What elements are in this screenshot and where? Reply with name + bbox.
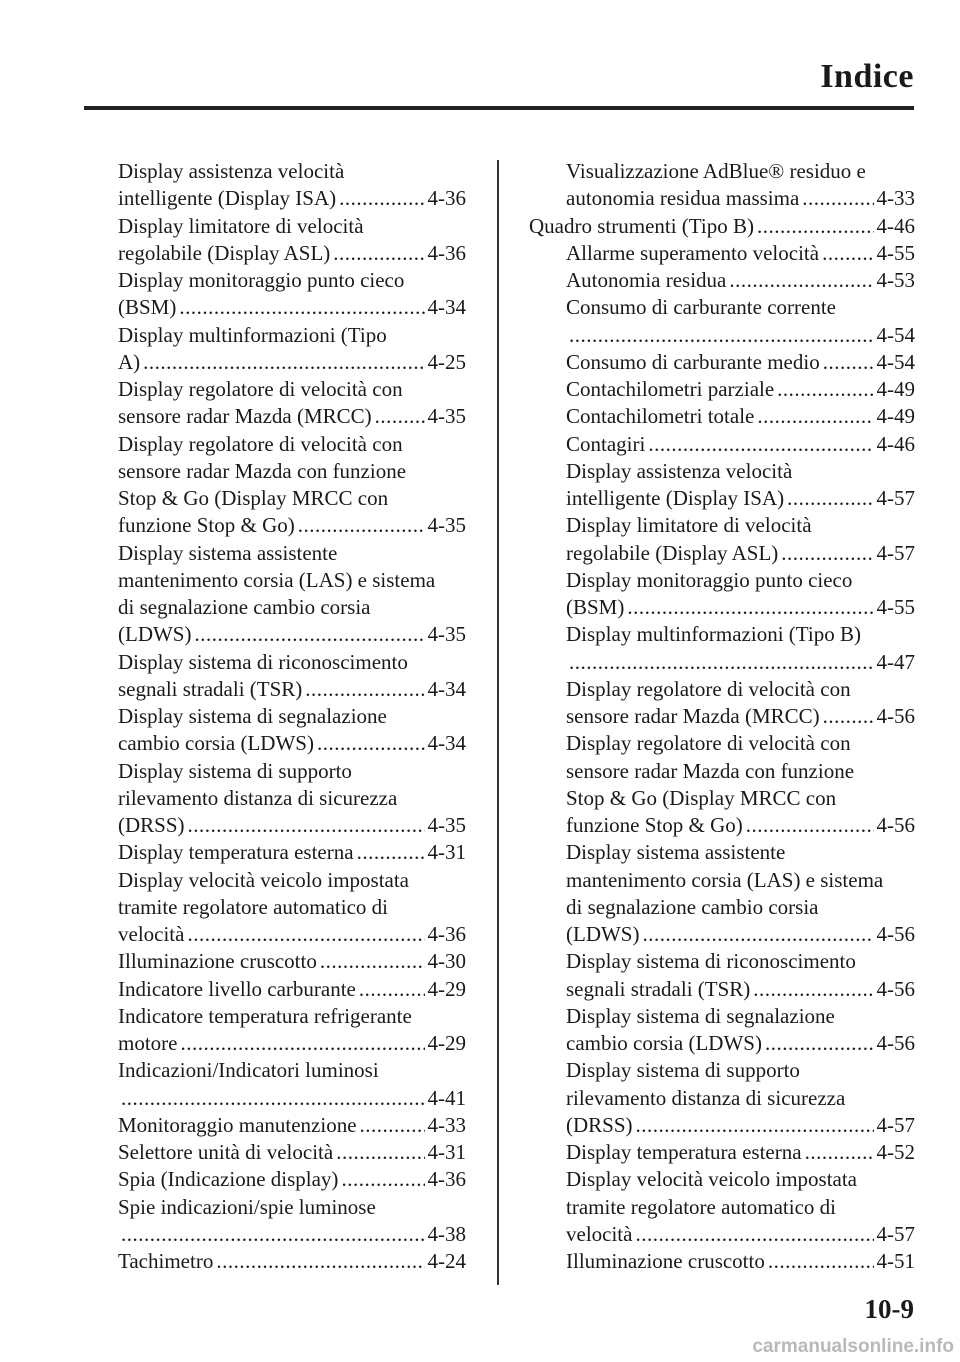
index-entry	[118, 1139, 466, 1166]
index-entry-last-line	[118, 240, 466, 267]
index-entry-last-line	[566, 1030, 915, 1057]
index-entry-text: Display monitoraggio punto cieco	[118, 268, 405, 292]
index-entry-text: segnali stradali (TSR)	[566, 976, 751, 1001]
index-entry-text: Illuminazione cruscotto	[118, 949, 317, 974]
index-entry-page-ref: 4-36	[427, 1167, 466, 1192]
index-entry	[118, 1003, 466, 1058]
dot-leader	[357, 839, 425, 866]
dot-leader	[757, 403, 873, 430]
index-entry	[529, 839, 915, 948]
index-entry-page-ref: 4-33	[876, 186, 915, 211]
index-entry-text: funzione Stop & Go)	[118, 513, 295, 538]
index-entry	[529, 376, 915, 403]
index-entry-last-line	[529, 213, 915, 240]
index-entry-last-line	[566, 976, 915, 1003]
index-entry-page-ref: 4-24	[427, 1249, 466, 1273]
index-entry-last-line	[118, 812, 466, 839]
index-entry-text: sensore radar Mazda con funzione	[566, 758, 855, 783]
index-entry-text: Display sistema di supporto	[566, 1058, 800, 1083]
dot-leader	[781, 540, 873, 567]
index-entry-page-ref: 4-34	[427, 676, 466, 701]
index-entry	[529, 431, 915, 458]
index-entry	[529, 676, 915, 731]
index-entry-text: (LDWS)	[566, 922, 640, 946]
index-entry-last-line	[566, 921, 915, 948]
index-entry	[529, 1139, 915, 1166]
page-number: 10-9	[864, 1294, 914, 1324]
index-entry-text: Selettore unità di velocità	[118, 1140, 334, 1164]
index-entry-text: Display assistenza velocità	[118, 159, 345, 183]
dot-leader	[143, 349, 424, 376]
index-entry-text: Monitoraggio manutenzione	[118, 1112, 357, 1137]
index-entry-text: A)	[118, 349, 141, 374]
index-entry-page-ref: 4-49	[876, 377, 915, 401]
index-entry-text: Allarme superamento velocità	[566, 240, 820, 265]
index-entry-last-line	[566, 185, 915, 212]
index-entry-last-line	[118, 921, 466, 948]
index-entry-text: Autonomia residua	[566, 268, 727, 292]
index-entry-last-line	[118, 185, 466, 212]
dot-leader	[765, 1030, 874, 1057]
index-entry-page-ref: 4-31	[427, 1140, 466, 1164]
index-entry	[529, 240, 915, 267]
index-entry	[529, 621, 915, 676]
index-entry-text: Stop & Go (Display MRCC con	[118, 486, 389, 510]
index-entry-text: (DRSS)	[566, 1112, 633, 1137]
index-entry-last-line	[566, 540, 915, 567]
index-entry-text: segnali stradali (TSR)	[118, 676, 303, 701]
index-entry-text: Display sistema assistente	[118, 540, 338, 565]
dot-leader	[375, 403, 425, 430]
dot-leader	[569, 649, 874, 676]
index-entry-text: Consumo di carburante medio	[566, 349, 820, 374]
index-entry-text: di segnalazione cambio corsia	[118, 595, 371, 619]
header-title: Indice	[820, 58, 914, 95]
index-entry	[529, 294, 915, 349]
index-entry	[118, 376, 466, 431]
index-entry-last-line	[566, 1112, 915, 1139]
index-entry	[529, 349, 915, 376]
index-entry-text: rilevamento distanza di sicurezza	[566, 1085, 846, 1110]
dot-leader	[753, 976, 873, 1003]
dot-leader	[757, 213, 874, 240]
dot-leader	[339, 185, 424, 212]
index-entry-text: autonomia residua massima	[566, 186, 800, 211]
index-entry-page-ref: 4-52	[876, 1140, 915, 1164]
index-entry-text: Display sistema di segnalazione	[566, 1003, 835, 1028]
dot-leader	[194, 621, 424, 648]
dot-leader	[336, 1139, 424, 1166]
index-entry-last-line	[566, 1248, 915, 1275]
index-entry-last-line	[118, 349, 466, 376]
index-entry-page-ref: 4-29	[427, 1031, 466, 1055]
index-entry	[529, 1057, 915, 1139]
index-entry-last-line	[566, 594, 915, 621]
index-entry	[118, 1057, 466, 1112]
index-entry-text: Display multinformazioni (Tipo	[118, 322, 387, 347]
index-entry-page-ref: 4-36	[427, 186, 466, 211]
dot-leader	[805, 1139, 874, 1166]
index-entry-last-line	[118, 1166, 466, 1193]
dot-leader	[333, 240, 424, 267]
index-entry-text: tramite regolatore automatico di	[566, 1194, 836, 1219]
index-entry	[118, 322, 466, 377]
dot-leader	[359, 976, 425, 1003]
index-entry-last-line	[566, 267, 915, 294]
index-entry-page-ref: 4-56	[876, 976, 915, 1001]
index-entry	[529, 730, 915, 839]
index-entry	[529, 458, 915, 513]
index-entry-page-ref: 4-53	[876, 268, 915, 292]
index-entry-page-ref: 4-46	[876, 213, 915, 238]
header-rule	[84, 106, 914, 110]
index-entry	[529, 403, 915, 430]
index-entry-text: (BSM)	[118, 295, 177, 320]
index-entry-text: Display velocità veicolo impostata	[566, 1167, 858, 1192]
index-entry-page-ref: 4-56	[876, 704, 915, 728]
index-entry-page-ref: 4-34	[427, 295, 466, 320]
index-entry	[118, 1166, 466, 1193]
index-entry-text: mantenimento corsia (LAS) e sistema	[118, 567, 436, 592]
index-entry-text: Display sistema di riconoscimento	[118, 649, 408, 674]
index-entry-page-ref: 4-47	[876, 649, 915, 674]
index-entry-text: Indicatore livello carburante	[118, 976, 356, 1001]
index-entry	[529, 1248, 915, 1275]
dot-leader	[729, 267, 873, 294]
index-entry-last-line	[118, 676, 466, 703]
index-entry-last-line	[118, 621, 466, 648]
dot-leader	[187, 921, 424, 948]
index-entry-last-line	[118, 1221, 466, 1248]
index-entry-text: Display regolatore di velocità con	[566, 676, 851, 701]
dot-leader	[802, 185, 873, 212]
index-entry-page-ref: 4-41	[427, 1085, 466, 1110]
index-entry-last-line	[566, 1139, 915, 1166]
index-entry	[118, 1248, 466, 1275]
index-entry-text: Display limitatore di velocità	[118, 213, 364, 238]
dot-leader	[569, 322, 874, 349]
index-entry-page-ref: 4-31	[427, 840, 466, 865]
index-entry-text: rilevamento distanza di sicurezza	[118, 785, 398, 810]
index-entry-text: Display regolatore di velocità con	[118, 431, 403, 456]
dot-leader	[121, 1085, 425, 1112]
index-entry-last-line	[566, 703, 915, 730]
index-entry	[118, 540, 466, 649]
index-entry-page-ref: 4-35	[427, 622, 466, 647]
index-entry-text: Contagiri	[566, 431, 646, 456]
index-entry-text: tramite regolatore automatico di	[118, 894, 388, 919]
index-entry-last-line	[118, 403, 466, 430]
index-entry-text: Spie indicazioni/spie luminose	[118, 1194, 376, 1219]
dot-leader	[787, 485, 873, 512]
index-entry-page-ref: 4-54	[876, 322, 915, 347]
dot-leader	[822, 240, 873, 267]
index-entry-last-line	[566, 403, 915, 430]
index-entry	[118, 213, 466, 268]
index-entry-page-ref: 4-36	[427, 240, 466, 265]
index-entry-page-ref: 4-56	[876, 1031, 915, 1055]
index-entry-text: (LDWS)	[118, 622, 192, 647]
index-entry	[118, 976, 466, 1003]
index-entry-last-line	[118, 1248, 466, 1275]
index-entry-last-line	[118, 839, 466, 866]
dot-leader	[298, 512, 425, 539]
index-entry-last-line	[118, 730, 466, 757]
index-entry-page-ref: 4-57	[876, 486, 915, 510]
dot-leader	[216, 1248, 424, 1275]
watermark: carmanualsonline.info	[752, 1336, 954, 1357]
index-entry-page-ref: 4-56	[876, 922, 915, 946]
index-entry-text: Spia (Indicazione display)	[118, 1167, 339, 1192]
index-entry-last-line	[118, 948, 466, 975]
index-entry-text: (BSM)	[566, 595, 625, 619]
index-entry-text: Display assistenza velocità	[566, 458, 793, 483]
index-entry-text: Indicazioni/Indicatori luminosi	[118, 1058, 379, 1083]
index-entry-last-line	[566, 376, 915, 403]
index-entry-page-ref: 4-30	[427, 949, 466, 974]
dot-leader	[823, 349, 874, 376]
index-entry-last-line	[118, 1085, 466, 1112]
index-entry	[118, 431, 466, 540]
index-entry-page-ref: 4-38	[427, 1221, 466, 1246]
index-entry	[118, 267, 466, 322]
index-entry-last-line	[118, 1030, 466, 1057]
dot-leader	[121, 1221, 425, 1248]
index-entry	[118, 703, 466, 758]
index-entry-text: Display sistema di segnalazione	[118, 704, 387, 728]
index-entry	[529, 948, 915, 1003]
index-entry	[529, 567, 915, 622]
index-entry-text: sensore radar Mazda (MRCC)	[566, 704, 820, 728]
index-entry-text: intelligente (Display ISA)	[566, 486, 785, 510]
index-entry-text: funzione Stop & Go)	[566, 813, 743, 837]
index-entry-page-ref: 4-55	[876, 595, 915, 619]
index-entry-page-ref: 4-49	[876, 404, 915, 429]
index-entry-last-line	[566, 649, 915, 676]
dot-leader	[320, 948, 425, 975]
dot-leader	[746, 812, 874, 839]
dot-leader	[635, 1221, 873, 1248]
index-entry-text: Display temperatura esterna	[118, 840, 354, 865]
index-entry-text: Quadro strumenti (Tipo B)	[529, 213, 754, 238]
dot-leader	[768, 1248, 874, 1275]
index-entry-text: Contachilometri totale	[566, 404, 755, 429]
dot-leader	[636, 1112, 874, 1139]
index-entry-text: Consumo di carburante corrente	[566, 295, 836, 320]
dot-leader	[305, 676, 424, 703]
index-column-left	[118, 158, 466, 1275]
index-entry-text: Stop & Go (Display MRCC con	[566, 785, 837, 810]
index-entry-last-line	[566, 485, 915, 512]
index-entry-page-ref: 4-35	[427, 513, 466, 538]
index-entry-last-line	[118, 1112, 466, 1139]
dot-leader	[179, 294, 424, 321]
index-entry-text: cambio corsia (LDWS)	[118, 731, 314, 756]
index-entry	[529, 267, 915, 294]
index-entry-text: Display monitoraggio punto cieco	[566, 567, 853, 592]
index-entry-last-line	[118, 294, 466, 321]
index-entry-text: Display regolatore di velocità con	[566, 731, 851, 756]
index-entry-text: Indicatore temperatura refrigerante	[118, 1003, 412, 1028]
index-entry-text: di segnalazione cambio corsia	[566, 894, 819, 919]
index-entry-page-ref: 4-57	[876, 1112, 915, 1137]
index-entry	[529, 158, 915, 213]
index-entry-last-line	[118, 1139, 466, 1166]
index-entry-text: cambio corsia (LDWS)	[566, 1031, 762, 1055]
index-entry-page-ref: 4-35	[427, 813, 466, 837]
dot-leader	[777, 376, 873, 403]
index-entry-page-ref: 4-57	[876, 540, 915, 565]
dot-leader	[180, 1030, 424, 1057]
index-entry	[118, 1194, 466, 1249]
index-entry-last-line	[118, 512, 466, 539]
dot-leader	[648, 431, 873, 458]
index-entry-text: regolabile (Display ASL)	[566, 540, 779, 565]
index-entry-last-line	[566, 322, 915, 349]
index-entry	[118, 839, 466, 866]
index-entry-last-line	[566, 240, 915, 267]
index-entry-last-line	[566, 431, 915, 458]
index-entry	[529, 213, 915, 240]
index-entry-text: Illuminazione cruscotto	[566, 1249, 765, 1273]
index-entry	[529, 512, 915, 567]
index-entry-page-ref: 4-25	[427, 349, 466, 374]
index-entry-text: Display sistema di riconoscimento	[566, 949, 856, 974]
index-entry-text: Contachilometri parziale	[566, 377, 775, 401]
index-entry-text: velocità	[118, 922, 185, 946]
index-entry	[529, 1166, 915, 1248]
index-entry-text: Display velocità veicolo impostata	[118, 867, 410, 892]
index-entry	[118, 1112, 466, 1139]
index-entry	[118, 158, 466, 213]
index-entry-text: regolabile (Display ASL)	[118, 240, 331, 265]
index-entry-text: mantenimento corsia (LAS) e sistema	[566, 867, 884, 892]
index-entry-page-ref: 4-34	[427, 731, 466, 756]
index-entry-text: (DRSS)	[118, 813, 185, 837]
index-column-right	[529, 158, 915, 1275]
index-entry-text: Display sistema di supporto	[118, 758, 352, 783]
dot-leader	[627, 594, 873, 621]
dot-leader	[188, 812, 425, 839]
index-entry-text: sensore radar Mazda con funzione	[118, 458, 407, 483]
index-entry-page-ref: 4-51	[876, 1249, 915, 1273]
index-entry-text: Display sistema assistente	[566, 840, 786, 865]
index-entry-page-ref: 4-33	[427, 1112, 466, 1137]
index-entry-last-line	[566, 1221, 915, 1248]
index-entry-last-line	[118, 976, 466, 1003]
dot-leader	[642, 921, 873, 948]
index-entry-page-ref: 4-55	[876, 240, 915, 265]
dot-leader	[823, 703, 874, 730]
dot-leader	[341, 1166, 424, 1193]
index-entry-page-ref: 4-46	[876, 431, 915, 456]
index-entry-last-line	[566, 812, 915, 839]
index-entry	[118, 867, 466, 949]
index-entry-page-ref: 4-35	[427, 404, 466, 429]
index-entry-text: sensore radar Mazda (MRCC)	[118, 404, 372, 429]
index-entry-text: velocità	[566, 1221, 633, 1246]
index-entry	[529, 1003, 915, 1058]
index-entry-page-ref: 4-29	[427, 976, 466, 1001]
index-entry	[118, 649, 466, 704]
index-entry-text: Display limitatore di velocità	[566, 513, 812, 538]
index-entry-text: Display multinformazioni (Tipo B)	[566, 622, 861, 647]
index-entry-page-ref: 4-57	[876, 1221, 915, 1246]
dot-leader	[360, 1112, 425, 1139]
index-entry-text: Display temperatura esterna	[566, 1140, 802, 1164]
index-entry	[118, 948, 466, 975]
column-divider	[497, 160, 499, 1285]
index-entry-text: Tachimetro	[118, 1249, 214, 1273]
index-entry-page-ref: 4-56	[876, 813, 915, 837]
dot-leader	[317, 730, 425, 757]
index-entry-last-line	[566, 349, 915, 376]
index-entry	[118, 758, 466, 840]
index-entry-text: motore	[118, 1031, 178, 1055]
index-entry-page-ref: 4-54	[876, 349, 915, 374]
index-entry-text: Visualizzazione AdBlue® residuo e	[566, 159, 866, 183]
index-entry-text: Display regolatore di velocità con	[118, 377, 403, 401]
index-entry-text: intelligente (Display ISA)	[118, 186, 337, 211]
index-entry-page-ref: 4-36	[427, 922, 466, 946]
